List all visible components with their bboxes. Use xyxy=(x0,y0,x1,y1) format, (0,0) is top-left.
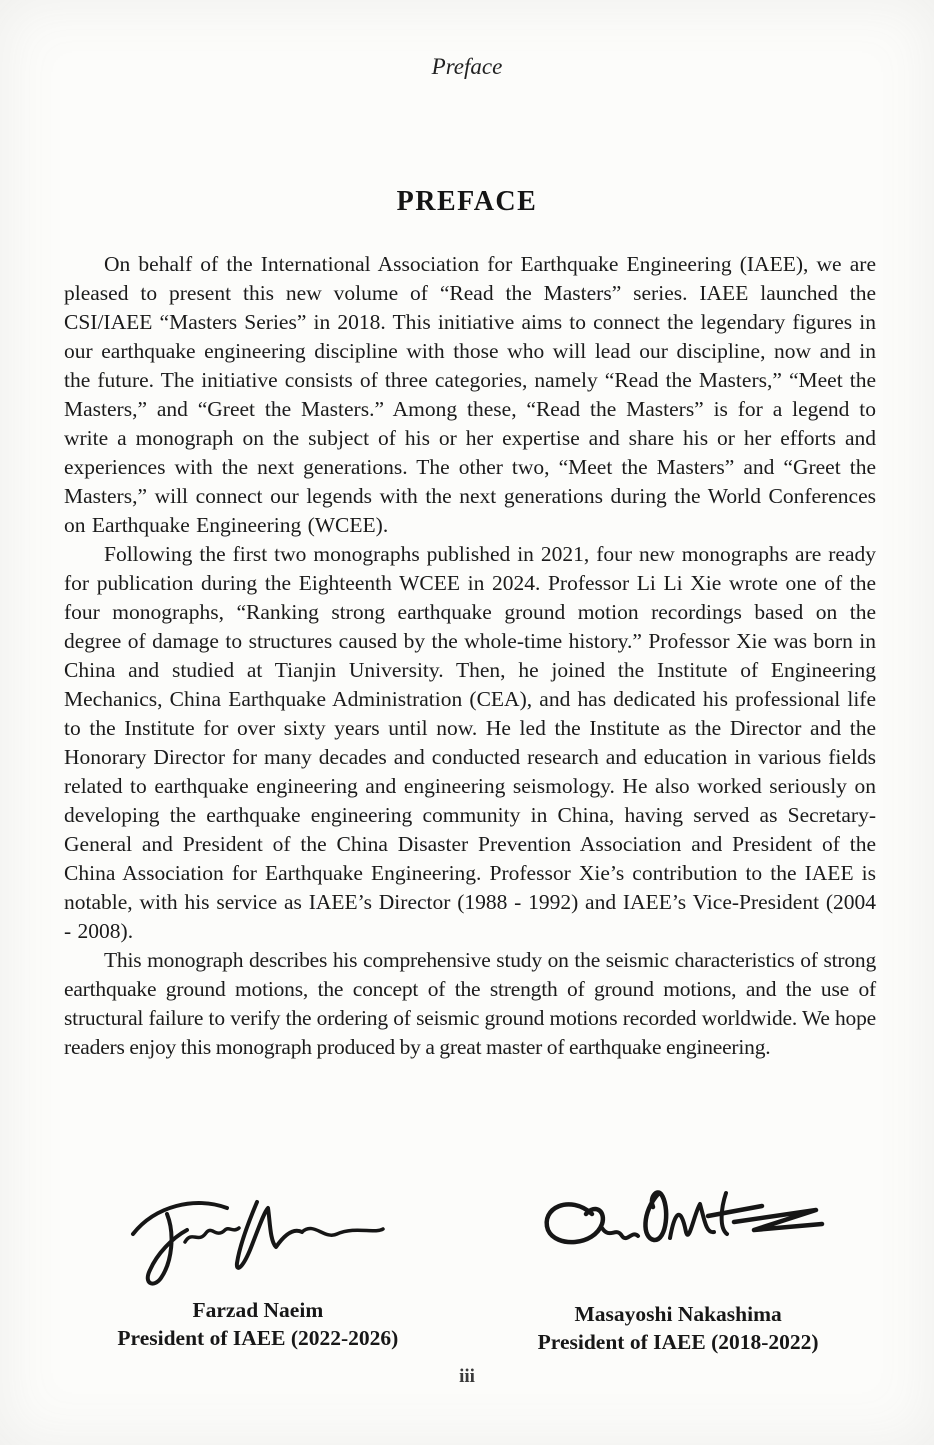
preface-paragraph-1: On behalf of the International Association for Earthquake Engineering (IAEE), we are pleased to present this new volume of “Read the Masters” series. IAEE launched the CSI/IAEE “Masters Series” in 2018. This initiative aims to connect the legendary figures in our earthquake engineering discipline with those who will lead our discipline, now and in the future. The initiative consists of three categories, namely “Read the Masters,” “Meet the Masters,” and “Greet the Masters.” Among these, “Read the Masters” is for a legend to write a monograph on the subject of his or her expertise and share his or her efforts and experiences with the next generations. The other two, “Meet the Masters” and “Greet the Masters,” will connect our legends with the next generations during the World Conferences on Earthquake Engineering (WCEE). xyxy=(64,252,876,537)
page-number: iii xyxy=(459,1366,475,1387)
preface-paragraph-2: Following the first two monographs published in 2021, four new monographs are ready for publication during the Eighteenth WCEE in 2024. Professor Li Li Xie wrote one of the four monographs, “Ranking strong earthquake ground motion recordings based on the degree of damage to structures caused by the whole-time history.” Professor Xie was born in China and studied at Tianjin University. Then, he joined the Institute of Engineering Mechanics, China Earthquake Administration (CEA), and has dedicated his professional life to the Institute for over sixty years until now. He led the Institute as the Director and the Honorary Director for many decades and conducted research and education in various fields related to earthquake engineering and engineering seismology. He also worked seriously on developing the earthquake engineering community in China, having served as Secretary-General and President of the China Disaster Prevention Association and President of the China Association for Earthquake Engineering. Professor Xie’s contribution to the IAEE is notable, with his service as IAEE’s Director (1988 - 1992) and IAEE’s Vice-President (2004 - 2008). xyxy=(64,542,876,943)
signatory-title: President of IAEE (2018-2022) xyxy=(537,1330,819,1354)
signature-section xyxy=(56,1188,880,1356)
preface-paragraph-3: This monograph describes his comprehensive study on the seismic characteristics of strong earthquake ground motions, the concept of the strength of ground motions, and the use of structural failure to verify the ordering of seismic ground motions recorded worldwide. We hope readers enjoy this monograph produced by a great master of earthquake engineering. xyxy=(64,948,876,1059)
signature-block-farzad-naeim xyxy=(56,1188,460,1356)
signature-farzad-naeim-icon xyxy=(127,1188,389,1288)
signatory-name: Masayoshi Nakashima xyxy=(574,1302,782,1326)
page-title: PREFACE xyxy=(396,186,538,217)
signature-masayoshi-nakashima-icon xyxy=(528,1188,828,1260)
signatory-title: President of IAEE (2022-2026) xyxy=(117,1326,399,1350)
preface-body xyxy=(64,250,876,1062)
signatory-name: Farzad Naeim xyxy=(192,1298,324,1322)
signature-block-masayoshi-nakashima xyxy=(476,1188,880,1356)
running-header: Preface xyxy=(431,54,503,79)
